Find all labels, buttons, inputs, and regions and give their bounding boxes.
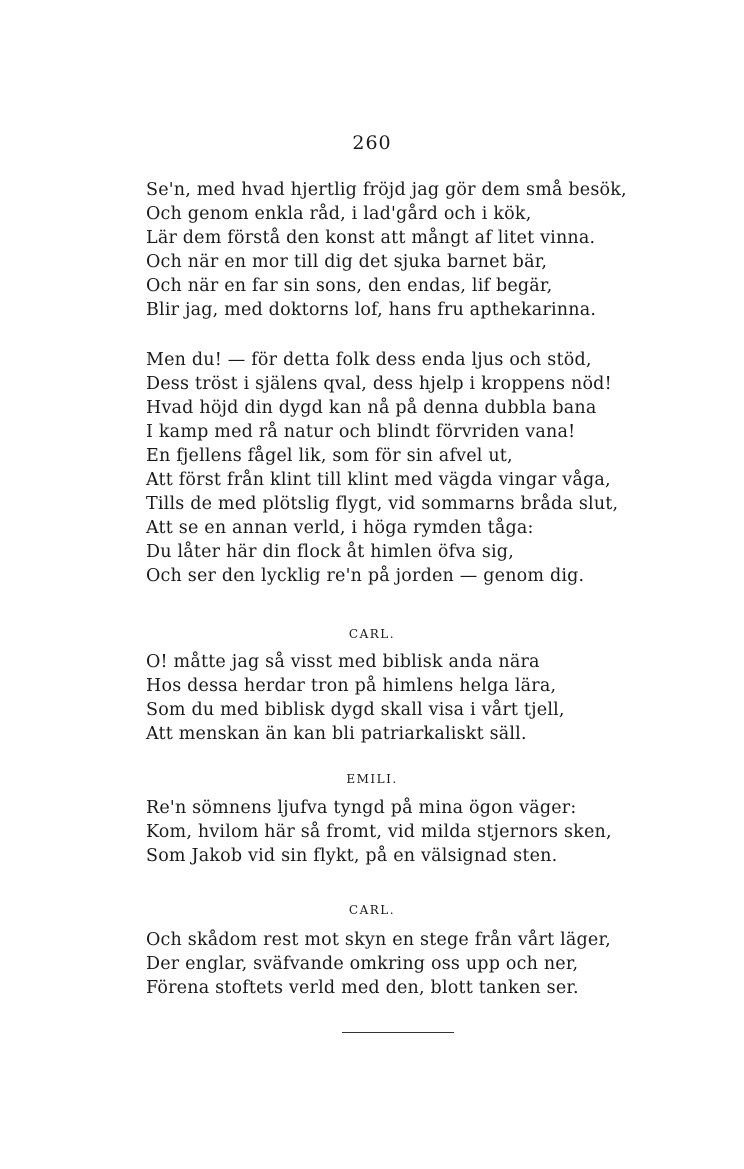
verse-line: Dess tröst i själens qval, dess hjelp i kroppens nöd! [146,374,612,394]
verse-line: Der englar, sväfvande omkring oss upp och ner, [146,954,579,974]
stanza-1 [146,178,626,322]
verse-line: Och när en far sin sons, den endas, lif begär, [146,276,553,296]
verse-line: Att se en annan verld, i höga rymden tåga: [146,518,534,538]
page-number: 260 [352,132,392,154]
verse-line: Att först från klint till klint med vägda vingar våga, [146,470,611,490]
speaker-name: CARL. [348,903,396,917]
verse-line: Och skådom rest mot skyn en stege från vårt läger, [146,930,611,950]
end-rule [342,1032,454,1033]
verse-line: O! måtte jag så visst med biblisk anda nära [146,652,540,672]
verse-line: I kamp med rå natur och blindt förvriden vana! [146,422,576,442]
stanza-3 [146,650,626,746]
stanza-4 [146,796,626,868]
verse-line: Tills de med plötslig flygt, vid sommarns bråda slut, [146,494,619,514]
verse-line: Att menskan än kan bli patriarkaliskt säll. [146,724,527,744]
stanza-2 [146,348,626,588]
verse-line: Re'n sömnens ljufva tyngd på mina ögon väger: [146,798,577,818]
verse-line: Kom, hvilom här så fromt, vid milda stjernors sken, [146,822,612,842]
verse-line: Lär dem förstå den konst att mångt af litet vinna. [146,228,596,248]
verse-line: Och genom enkla råd, i lad'gård och i kök, [146,204,532,224]
verse-line: Och ser den lycklig re'n på jorden — genom dig. [146,566,585,586]
verse-line: En fjellens fågel lik, som för sin afvel ut, [146,446,513,466]
verse-line: Förena stoftets verld med den, blott tanken ser. [146,978,579,998]
verse-line: Hos dessa herdar tron på himlens helga lära, [146,676,557,696]
verse-line: Du låter här din flock åt himlen öfva sig, [146,542,514,562]
verse-line: Som Jakob vid sin flykt, på en välsignad sten. [146,846,558,866]
speaker-name: EMILI. [346,772,398,786]
verse-line: Men du! — för detta folk dess enda ljus och stöd, [146,350,592,370]
verse-line: Se'n, med hvad hjertlig fröjd jag gör dem små besök, [146,180,627,200]
speaker-name: CARL. [348,627,396,641]
stanza-5 [146,928,626,1000]
verse-line: Som du med biblisk dygd skall visa i vårt tjell, [146,700,565,720]
verse-line: Och när en mor till dig det sjuka barnet bär, [146,252,548,272]
verse-line: Hvad höjd din dygd kan nå på denna dubbla bana [146,398,597,418]
verse-line: Blir jag, med doktorns lof, hans fru apthekarinna. [146,300,597,320]
